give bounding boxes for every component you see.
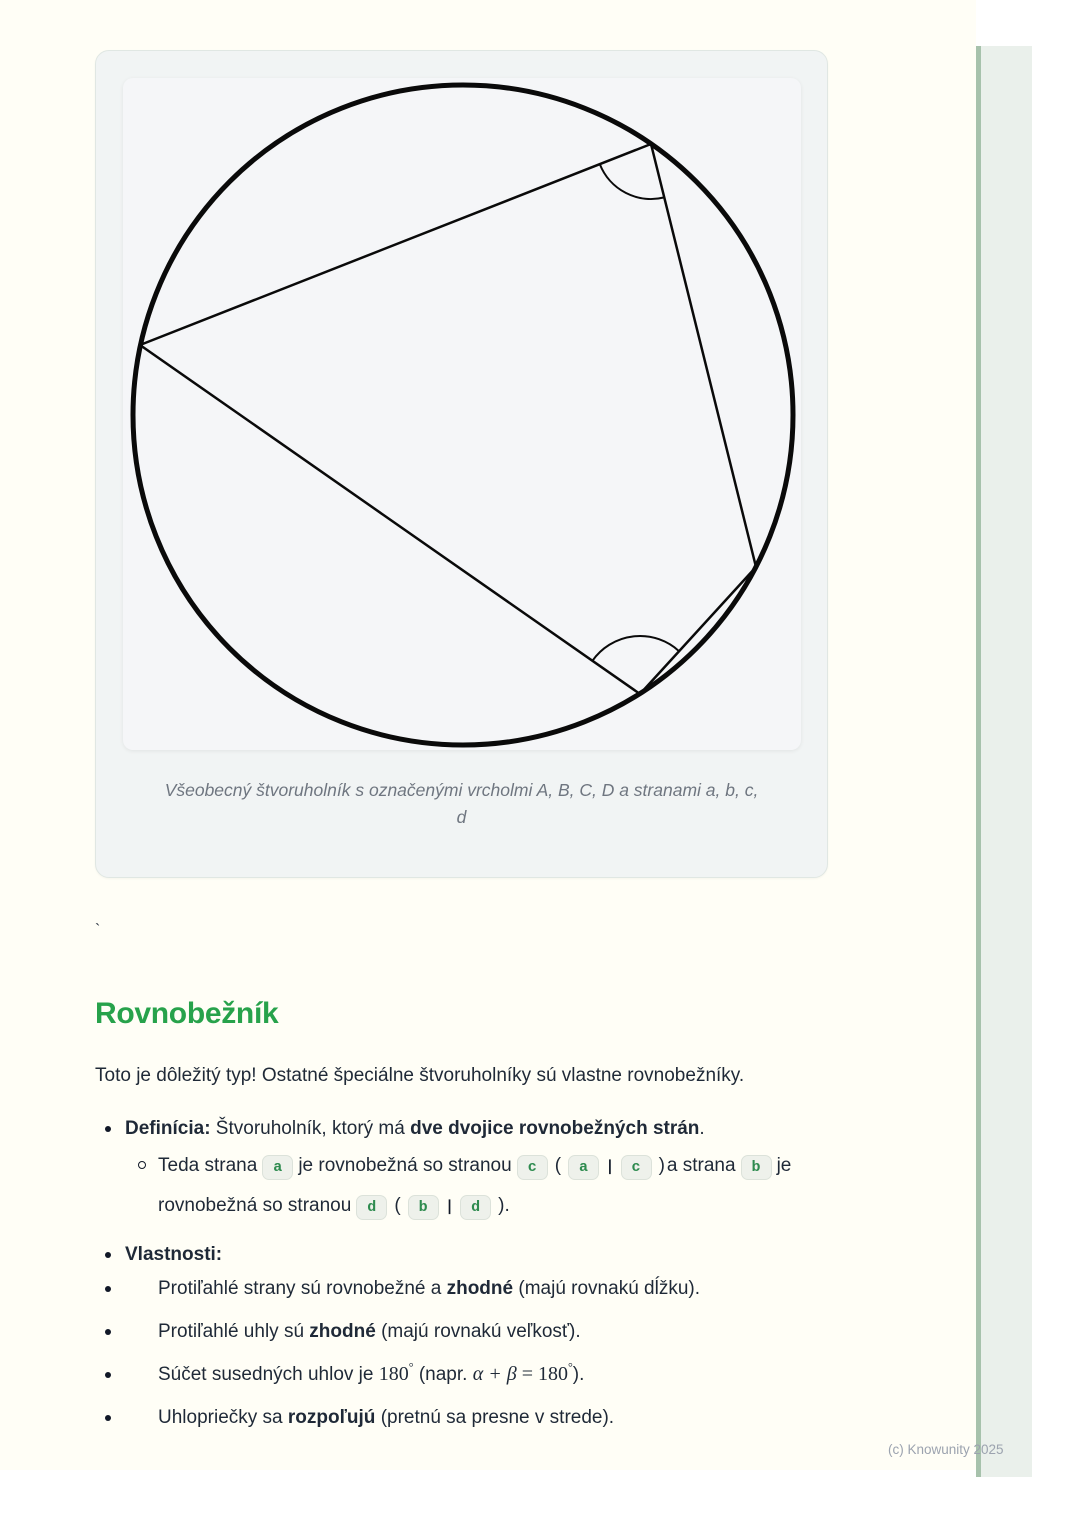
paren-close-period: ). <box>498 1195 510 1216</box>
paren-open: ( <box>394 1195 401 1216</box>
detail-text: a strana <box>666 1155 736 1176</box>
side-b-badge: b <box>741 1155 772 1180</box>
bullet-disc-icon <box>105 1415 111 1421</box>
properties-label: Vlastnosti: <box>125 1244 223 1265</box>
right-margin-bar <box>976 46 1032 1477</box>
figure-caption-line2: d <box>456 807 467 827</box>
detail-text: je rovnobežná so stranou <box>158 1155 792 1216</box>
degree-symbol: ° <box>408 1360 414 1374</box>
property-item-4 <box>95 1403 955 1432</box>
bullet-circle-icon <box>138 1161 146 1169</box>
detail-text: Teda strana <box>158 1155 258 1176</box>
property-bold: rozpoľujú <box>287 1407 376 1428</box>
bullet-disc-icon <box>105 1286 111 1292</box>
properties-list <box>95 1274 955 1446</box>
definition-bold-phrase: dve dvojice rovnobežných strán <box>410 1118 700 1139</box>
side-c-badge: c <box>517 1155 548 1180</box>
figure-caption <box>116 777 807 831</box>
stray-backtick: ` <box>95 922 101 939</box>
property-item-3 <box>95 1360 955 1389</box>
property-text: (majú rovnakú veľkosť). <box>375 1321 581 1342</box>
math-alpha-beta: α + β <box>472 1363 517 1385</box>
section-heading: Rovnobežník <box>95 997 279 1030</box>
property-text: (pretnú sa presne v strede). <box>375 1407 615 1428</box>
figure-image <box>123 78 801 750</box>
property-bold: zhodné <box>446 1278 514 1299</box>
math-180: 180 <box>537 1363 568 1385</box>
property-bold: zhodné <box>309 1321 376 1342</box>
parallel-symbol: ∣ <box>606 1157 614 1175</box>
property-text: Súčet susedných uhlov je <box>158 1364 379 1385</box>
definition-item <box>95 1114 895 1143</box>
side-d-badge: d <box>356 1195 387 1220</box>
property-item-2 <box>95 1317 955 1346</box>
side-b-badge: b <box>408 1195 439 1220</box>
side-a-badge: a <box>262 1155 293 1180</box>
property-text: (napr. <box>413 1364 473 1385</box>
property-text: Uhlopriečky sa <box>158 1407 288 1428</box>
bullet-disc-icon <box>105 1372 111 1378</box>
property-text: ). <box>572 1364 585 1385</box>
math-180: 180 <box>378 1363 409 1385</box>
side-c-badge: c <box>621 1155 652 1180</box>
property-text: Protiľahlé strany sú rovnobežné a <box>158 1278 447 1299</box>
definition-text: Štvoruholník, ktorý má <box>210 1118 411 1139</box>
angle-arc-top-vertex <box>600 164 665 199</box>
property-text: Protiľahlé uhly sú <box>158 1321 310 1342</box>
side-d-badge: d <box>460 1195 491 1220</box>
math-equals: = <box>516 1363 538 1385</box>
paren-open: ( <box>554 1155 562 1176</box>
paren-close: ) <box>658 1155 665 1176</box>
intro-paragraph: Toto je dôležitý typ! Ostatné špeciálne štvoruholníky sú vlastne rovnobežníky. <box>95 1065 745 1086</box>
angle-arc-bottom-vertex <box>592 636 679 661</box>
bullet-disc-icon <box>105 1126 111 1132</box>
quadrilateral-shape <box>140 144 756 694</box>
definition-detail-item <box>95 1146 815 1226</box>
figure-caption-line1: Všeobecný štvoruholník s označenými vrcholmi A, B, C, D a stranami a, b, c, <box>164 780 759 800</box>
copyright-notice: (c) Knowunity 2025 <box>888 1442 1004 1457</box>
figure-card <box>95 50 828 878</box>
properties-item <box>95 1240 895 1269</box>
degree-symbol: ° <box>567 1360 573 1374</box>
parallel-symbol: ∣ <box>445 1197 454 1215</box>
quadrilateral-in-circle-figure <box>123 78 801 750</box>
circumscribed-circle <box>133 85 793 745</box>
side-a-badge: a <box>568 1155 599 1180</box>
bullet-disc-icon <box>105 1329 111 1335</box>
detail-text: je rovnobežná so stranou <box>298 1155 512 1176</box>
definition-label: Definícia: <box>125 1118 211 1139</box>
property-text: (majú rovnakú dĺžku). <box>513 1278 700 1299</box>
property-item-1 <box>95 1274 955 1303</box>
definition-period: . <box>699 1118 705 1139</box>
bullet-disc-icon <box>105 1252 111 1258</box>
